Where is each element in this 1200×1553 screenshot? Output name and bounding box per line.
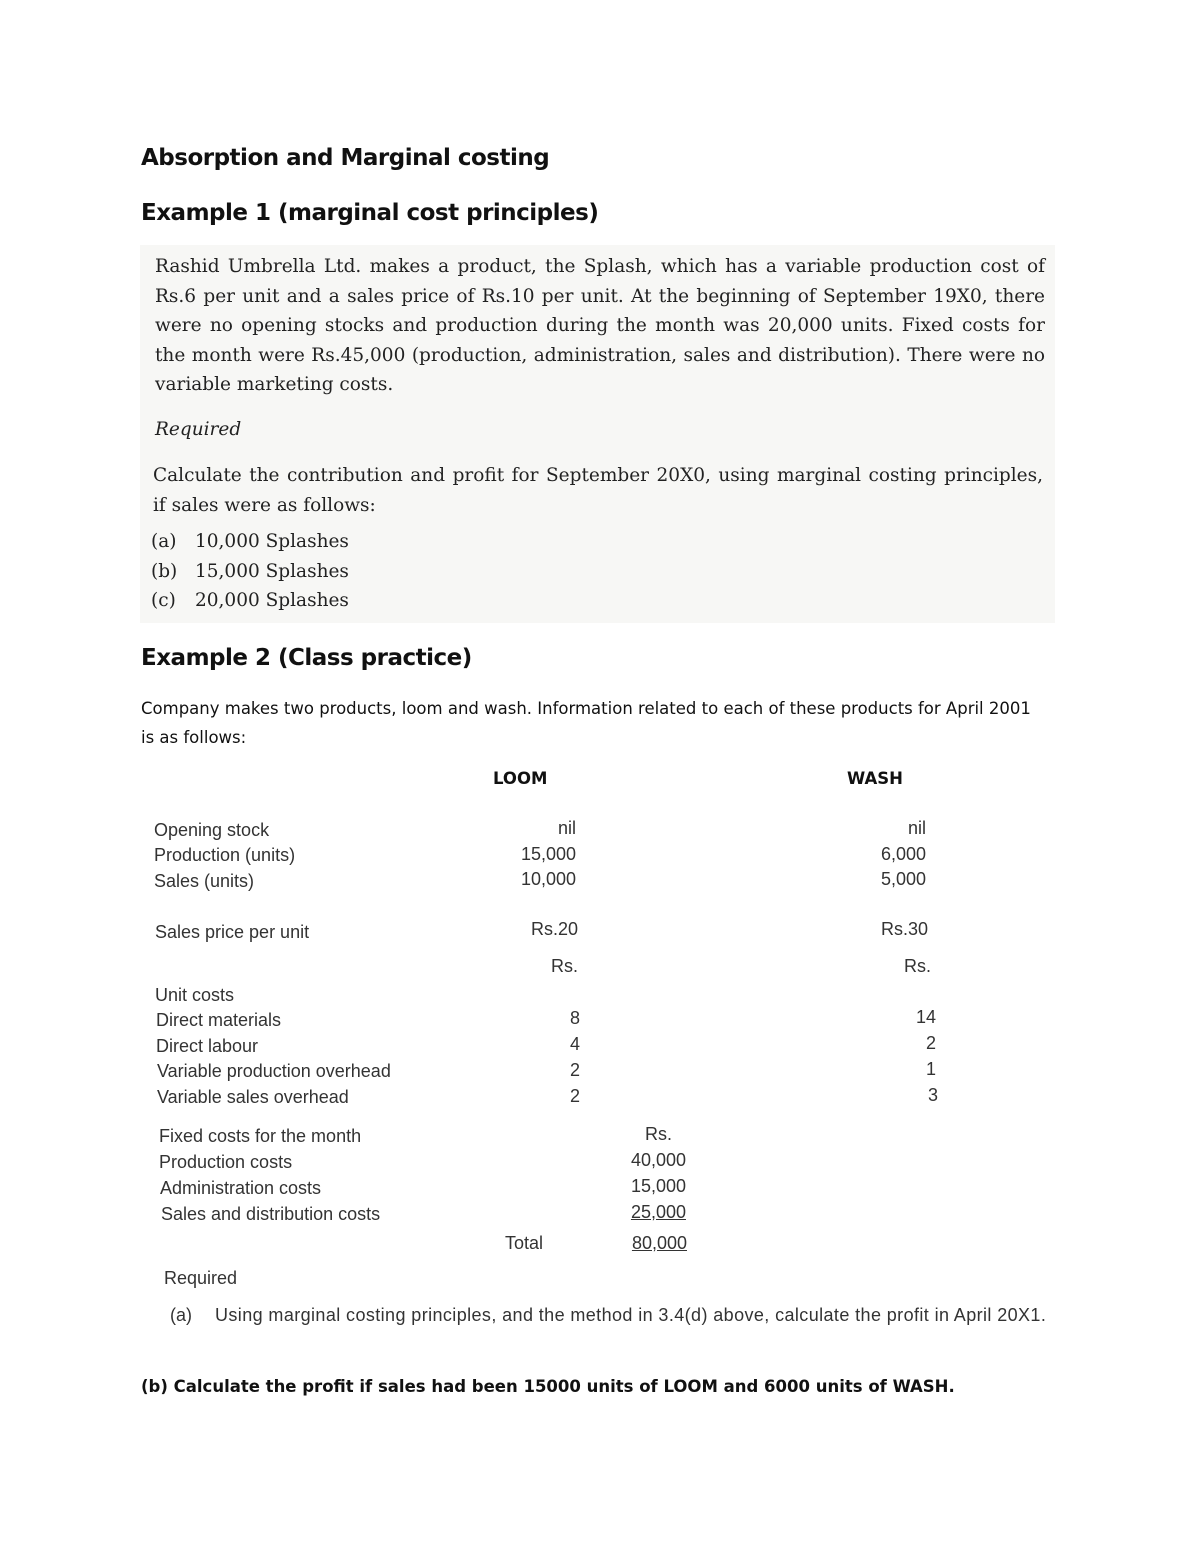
example1-paragraph: Rashid Umbrella Ltd. makes a product, the Splash, which has a variable production cost of Rs.6 per unit and a sales price of Rs.10 per unit. At the beginning of September 19X0, there were no opening stocks and production during the month was 20,000 units. Fixed costs for the month were Rs.45,000 (production, administration, sales and distribution). There were no variable marketing costs. — [155, 256, 1045, 395]
loom-direct-materials: 8 — [569, 1008, 580, 1028]
example2-intro: Company makes two products, loom and wash. Information related to each of these products for April 2001 is as follows: — [141, 699, 1031, 747]
list-item-b: 15,000 Splashes — [195, 561, 349, 582]
wash-sales-price: Rs.30 — [880, 919, 928, 939]
part-a-text: Using marginal costing principles, and the method in 3.4(d) above, calculate the profit in April 20X1. — [215, 1305, 1047, 1325]
loom-production: 15,000 — [520, 844, 576, 864]
total-label: Total — [505, 1233, 544, 1253]
row-label-sales: Sales (units) — [154, 871, 255, 891]
list-item-c: 20,000 Splashes — [195, 590, 349, 611]
row-label-sales-distribution-costs: Sales and distribution costs — [161, 1204, 381, 1224]
wash-variable-sales-overhead: 3 — [927, 1085, 938, 1105]
wash-direct-materials: 14 — [915, 1007, 936, 1027]
part-a-label: (a) — [170, 1305, 192, 1325]
wash-direct-labour: 2 — [925, 1033, 936, 1053]
wash-production: 6,000 — [880, 844, 926, 864]
fixed-costs-currency: Rs. — [645, 1124, 672, 1144]
loom-variable-sales-overhead: 2 — [569, 1086, 580, 1106]
wash-opening-stock: nil — [907, 818, 926, 838]
loom-sales: 10,000 — [520, 869, 576, 889]
list-item-a-label: (a) — [151, 531, 177, 552]
column-header-wash: WASH — [847, 769, 903, 788]
example1-required: Required — [155, 419, 242, 440]
row-label-variable-sales-overhead: Variable sales overhead — [157, 1087, 349, 1107]
example1-heading: Example 1 (marginal cost principles) — [141, 200, 599, 226]
row-label-administration-costs: Administration costs — [160, 1178, 322, 1198]
example1-task: Calculate the contribution and profit for September 20X0, using marginal costing principles, if sales were as follows: — [153, 465, 1043, 516]
row-label-direct-labour: Direct labour — [156, 1036, 259, 1056]
list-item-a: 10,000 Splashes — [195, 531, 349, 552]
fixed-sales-distribution-costs: 25,000 — [630, 1202, 686, 1222]
loom-direct-labour: 4 — [569, 1034, 580, 1054]
wash-sales: 5,000 — [880, 869, 926, 889]
row-label-production: Production (units) — [154, 845, 296, 865]
loom-sales-price: Rs.20 — [530, 919, 578, 939]
fixed-production-costs: 40,000 — [630, 1150, 686, 1170]
column-header-loom: LOOM — [493, 769, 548, 788]
row-label-direct-materials: Direct materials — [156, 1010, 282, 1030]
list-item-b-label: (b) — [151, 561, 178, 582]
fixed-administration-costs: 15,000 — [630, 1176, 686, 1196]
example2-required: Required — [164, 1268, 238, 1288]
row-label-sales-price: Sales price per unit — [155, 922, 310, 942]
row-label-opening-stock: Opening stock — [154, 820, 270, 840]
loom-variable-production-overhead: 2 — [569, 1060, 580, 1080]
row-label-production-costs: Production costs — [159, 1152, 293, 1172]
page-title: Absorption and Marginal costing — [141, 145, 550, 171]
unit-costs-label: Unit costs — [155, 985, 235, 1005]
example2-heading: Example 2 (Class practice) — [141, 645, 472, 671]
wash-currency: Rs. — [904, 956, 931, 976]
list-item-c-label: (c) — [151, 590, 176, 611]
wash-variable-production-overhead: 1 — [925, 1059, 936, 1079]
fixed-costs-label: Fixed costs for the month — [159, 1126, 362, 1146]
loom-opening-stock: nil — [557, 818, 576, 838]
part-b-text: (b) Calculate the profit if sales had been 15000 units of LOOM and 6000 units of WASH. — [141, 1377, 955, 1396]
total-value: 80,000 — [631, 1233, 687, 1253]
loom-currency: Rs. — [551, 956, 578, 976]
row-label-variable-production-overhead: Variable production overhead — [157, 1061, 391, 1081]
